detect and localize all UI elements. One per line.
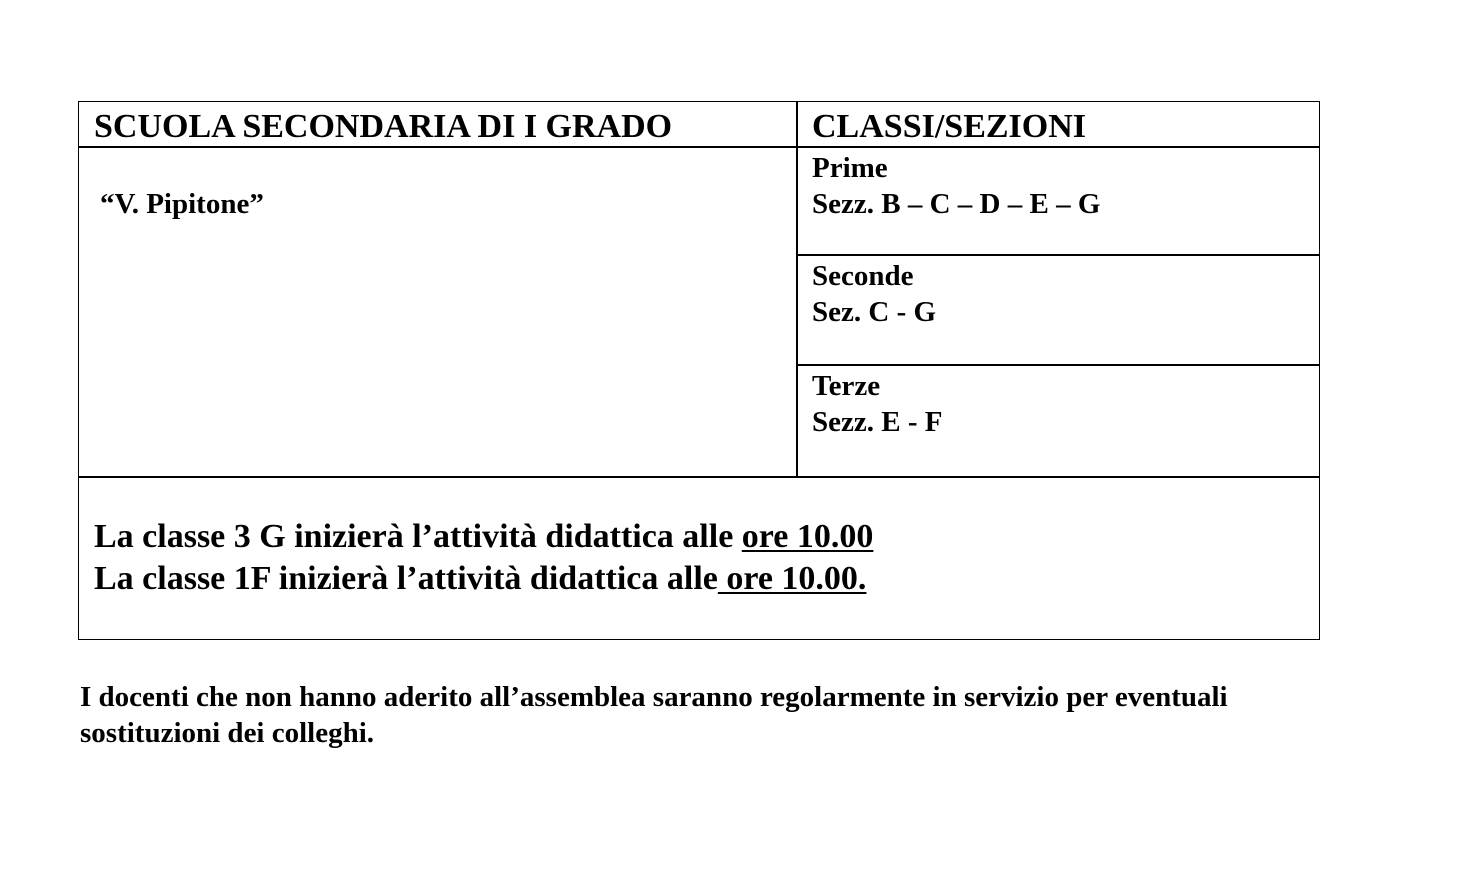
class-group-sections: Sezz. E - F: [812, 406, 943, 438]
class-group-sections: Sez. C - G: [812, 296, 937, 328]
class-group-year: Terze: [812, 370, 881, 402]
class-group-divider: [797, 364, 1319, 366]
class-group-year: Prime: [812, 152, 888, 184]
school-name: “V. Pipitone”: [100, 188, 264, 220]
school-column-header: SCUOLA SECONDARIA DI I GRADO: [94, 108, 673, 145]
class-group-sections: Sezz. B – C – D – E – G: [812, 188, 1101, 220]
header-divider: [79, 146, 1319, 148]
footnote-paragraph: I docenti che non hanno aderito all’assemblea saranno regolarmente in servizio per eventuali sostituzioni dei colleghi.: [80, 681, 1228, 749]
notice-time: ore 10.00.: [717, 560, 867, 597]
notice-line: [94, 558, 866, 600]
class-group-divider: [797, 254, 1319, 256]
notice-divider: [79, 476, 1319, 478]
class-group-year: Seconde: [812, 260, 914, 292]
notice-time: ore 10.00: [741, 518, 874, 555]
classes-column-header: CLASSI/SEZIONI: [812, 108, 1087, 145]
column-divider: [796, 102, 798, 476]
notice-line: [94, 516, 873, 558]
schedule-table: [78, 101, 1320, 640]
notice-text: La classe 1F inizierà l’attività didattica alle: [94, 560, 718, 597]
notice-text: La classe 3 G inizierà l’attività didattica alle: [94, 518, 742, 555]
